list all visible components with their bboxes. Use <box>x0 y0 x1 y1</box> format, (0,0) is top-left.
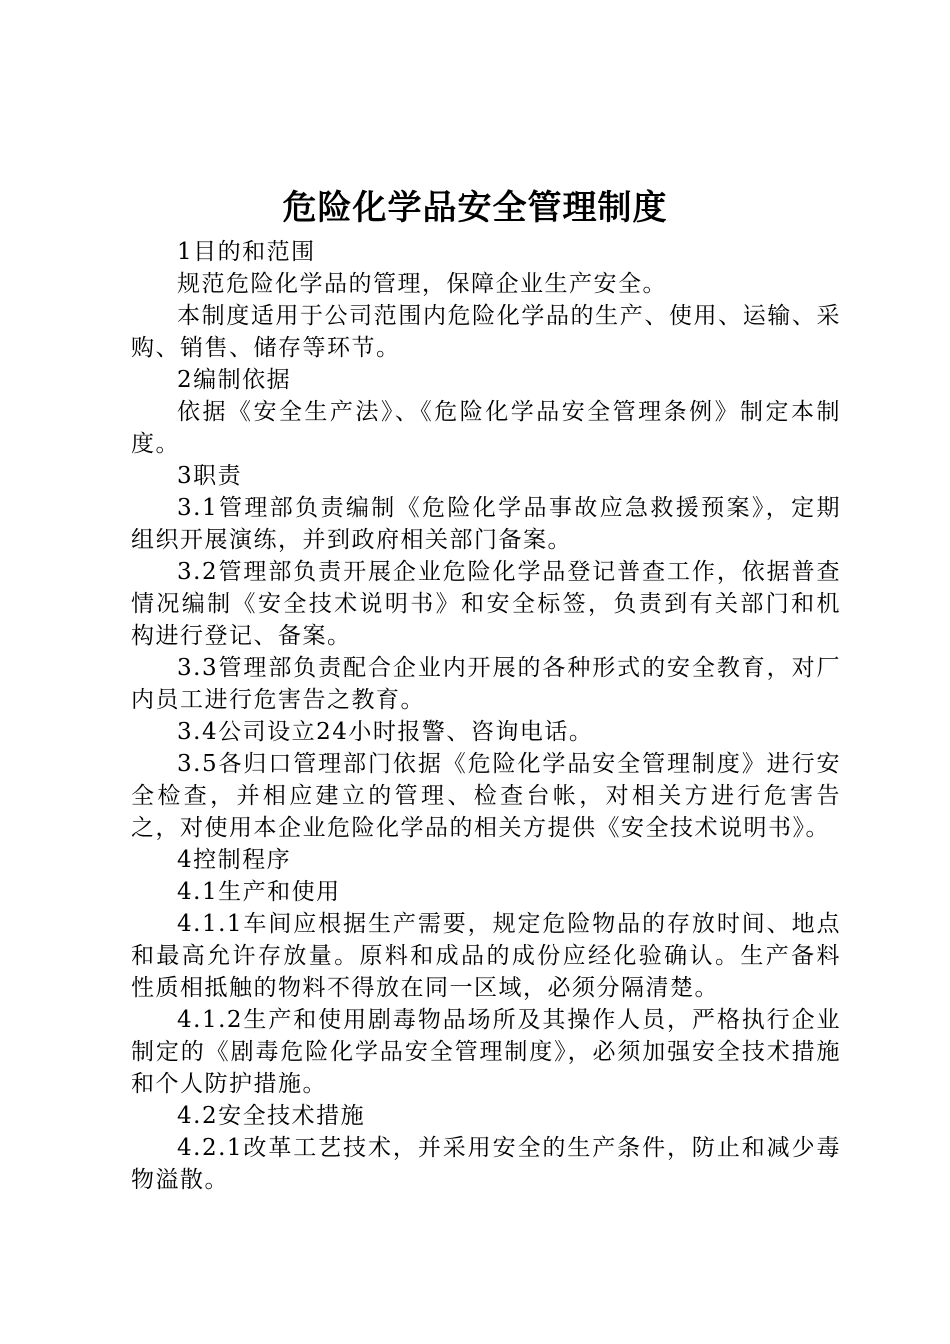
paragraph: 本制度适用于公司范围内危险化学品的生产、使用、运输、采购、销售、储存等环节。 <box>131 303 841 361</box>
paragraph: 依据《安全生产法》、《危险化学品安全管理条例》制定本制度。 <box>131 399 841 457</box>
section-heading-3: 3职责 <box>177 463 243 489</box>
document-title: 危险化学品安全管理制度 <box>282 188 668 228</box>
paragraph: 3.4公司设立24小时报警、咨询电话。 <box>177 719 594 745</box>
subsection-heading: 4.2安全技术措施 <box>177 1103 366 1129</box>
section-heading-1: 1目的和范围 <box>177 239 316 265</box>
paragraph: 4.1.1车间应根据生产需要，规定危险物品的存放时间、地点和最高允许存放量。原料和成品的成份应经化验确认。生产备料性质相抵触的物料不得放在同一区域，必须分隔清楚。 <box>131 911 841 1001</box>
paragraph: 3.5各归口管理部门依据《危险化学品安全管理制度》进行安全检查，并相应建立的管理、检查台帐，对相关方进行危害告之，对使用本企业危险化学品的相关方提供《安全技术说明书》。 <box>131 751 841 841</box>
paragraph: 3.1管理部负责编制《危险化学品事故应急救援预案》，定期组织开展演练，并到政府相关部门备案。 <box>131 495 841 553</box>
paragraph: 规范危险化学品的管理，保障企业生产安全。 <box>177 271 667 297</box>
document-body <box>131 236 841 1196</box>
section-heading-2: 2编制依据 <box>177 367 292 393</box>
paragraph: 3.3管理部负责配合企业内开展的各种形式的安全教育，对厂内员工进行危害告之教育。 <box>131 655 841 713</box>
paragraph: 4.1.2生产和使用剧毒物品场所及其操作人员，严格执行企业制定的《剧毒危险化学品安全管理制度》，必须加强安全技术措施和个人防护措施。 <box>131 1007 841 1097</box>
paragraph: 4.2.1改革工艺技术，并采用安全的生产条件，防止和减少毒物溢散。 <box>131 1135 841 1193</box>
subsection-heading: 4.1生产和使用 <box>177 879 341 905</box>
paragraph: 3.2管理部负责开展企业危险化学品登记普查工作，依据普查情况编制《安全技术说明书》和安全标签，负责到有关部门和机构进行登记、备案。 <box>131 559 841 649</box>
section-heading-4: 4控制程序 <box>177 847 292 873</box>
